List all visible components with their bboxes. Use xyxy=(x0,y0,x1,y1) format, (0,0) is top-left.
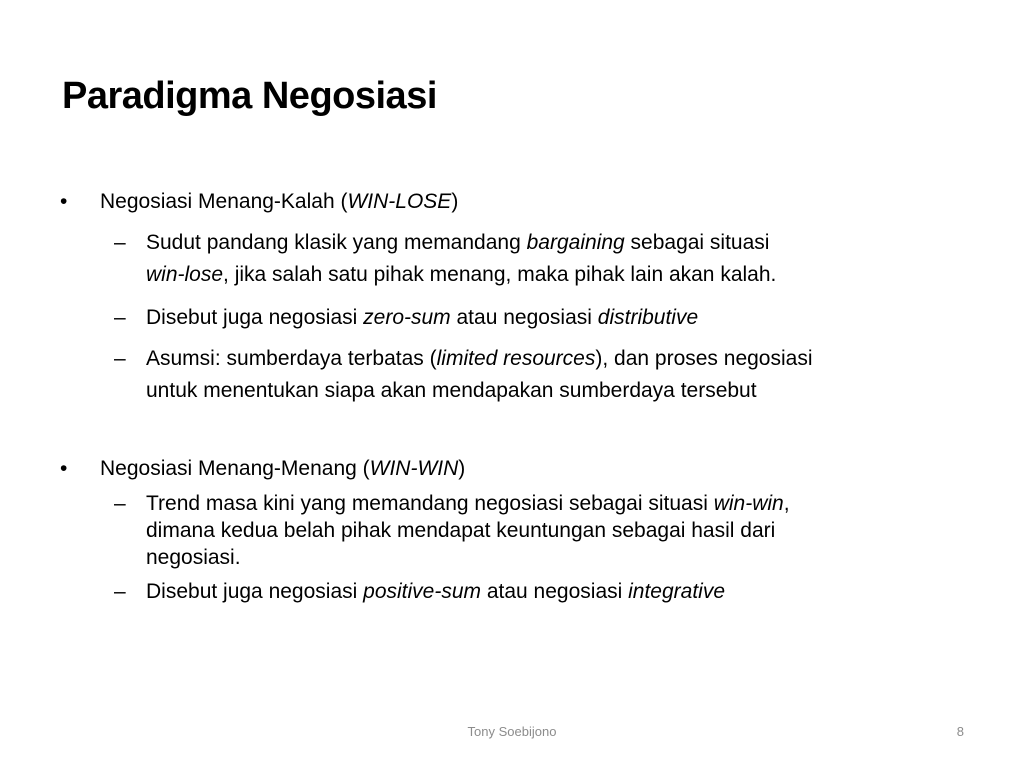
text-line: untuk menentukan siapa akan mendapakan sumberdaya tersebut xyxy=(146,379,757,402)
text-emphasis: zero-sum xyxy=(363,306,451,329)
text-run: atau negosiasi xyxy=(481,580,629,603)
text-line xyxy=(146,490,976,517)
text-emphasis: positive-sum xyxy=(363,580,482,603)
text-line: negosiasi. xyxy=(146,546,241,569)
text-line xyxy=(146,227,976,259)
sub-item-modern-trend xyxy=(146,490,976,571)
text-run: Disebut juga negosiasi xyxy=(146,306,364,329)
heading-emphasis: WIN-LOSE xyxy=(347,190,452,213)
text-run: Disebut juga negosiasi xyxy=(146,580,364,603)
section-heading-win-lose xyxy=(100,188,458,216)
bullet-icon: • xyxy=(60,457,68,480)
text-line xyxy=(146,578,976,605)
text-run: ), dan proses negosiasi xyxy=(595,347,813,370)
text-run: Sudut pandang klasik yang memandang xyxy=(146,231,527,254)
heading-text: Negosiasi Menang-Kalah ( xyxy=(100,190,348,213)
text-run: sebagai situasi xyxy=(624,231,770,254)
dash-icon: – xyxy=(114,231,126,254)
slide-title: Paradigma Negosiasi xyxy=(62,75,437,117)
heading-text: ) xyxy=(458,457,466,480)
dash-icon: – xyxy=(114,306,126,329)
heading-text: Negosiasi Menang-Menang ( xyxy=(100,457,370,480)
text-run: , jika salah satu pihak menang, maka pihak lain akan kalah. xyxy=(223,263,777,286)
text-emphasis: win-win xyxy=(713,492,784,515)
text-run: atau negosiasi xyxy=(450,306,598,329)
bullet-icon: • xyxy=(60,190,68,213)
page-number: 8 xyxy=(956,724,964,739)
heading-emphasis: WIN-WIN xyxy=(369,457,459,480)
dash-icon: – xyxy=(114,580,126,603)
sub-item-positive-sum xyxy=(146,578,976,605)
text-run: , xyxy=(783,492,790,515)
text-emphasis: distributive xyxy=(597,306,699,329)
text-line: dimana kedua belah pihak mendapat keuntungan sebagai hasil dari xyxy=(146,519,776,542)
sub-item-zero-sum xyxy=(146,302,976,334)
text-line xyxy=(146,343,976,375)
dash-icon: – xyxy=(114,347,126,370)
sub-item-classic-view xyxy=(146,227,976,291)
text-emphasis: limited resources xyxy=(436,347,596,370)
text-line xyxy=(146,302,976,334)
dash-icon: – xyxy=(114,492,126,515)
text-line xyxy=(146,259,976,291)
heading-text: ) xyxy=(451,190,459,213)
text-run: Asumsi: sumberdaya terbatas ( xyxy=(146,347,437,370)
text-run: Trend masa kini yang memandang negosiasi sebagai situasi xyxy=(146,492,714,515)
text-emphasis: integrative xyxy=(628,580,726,603)
text-emphasis: win-lose xyxy=(146,263,224,286)
text-emphasis: bargaining xyxy=(526,231,625,254)
section-heading-win-win xyxy=(100,455,465,483)
sub-item-assumption xyxy=(146,343,976,407)
footer-author: Tony Soebijono xyxy=(467,724,557,739)
